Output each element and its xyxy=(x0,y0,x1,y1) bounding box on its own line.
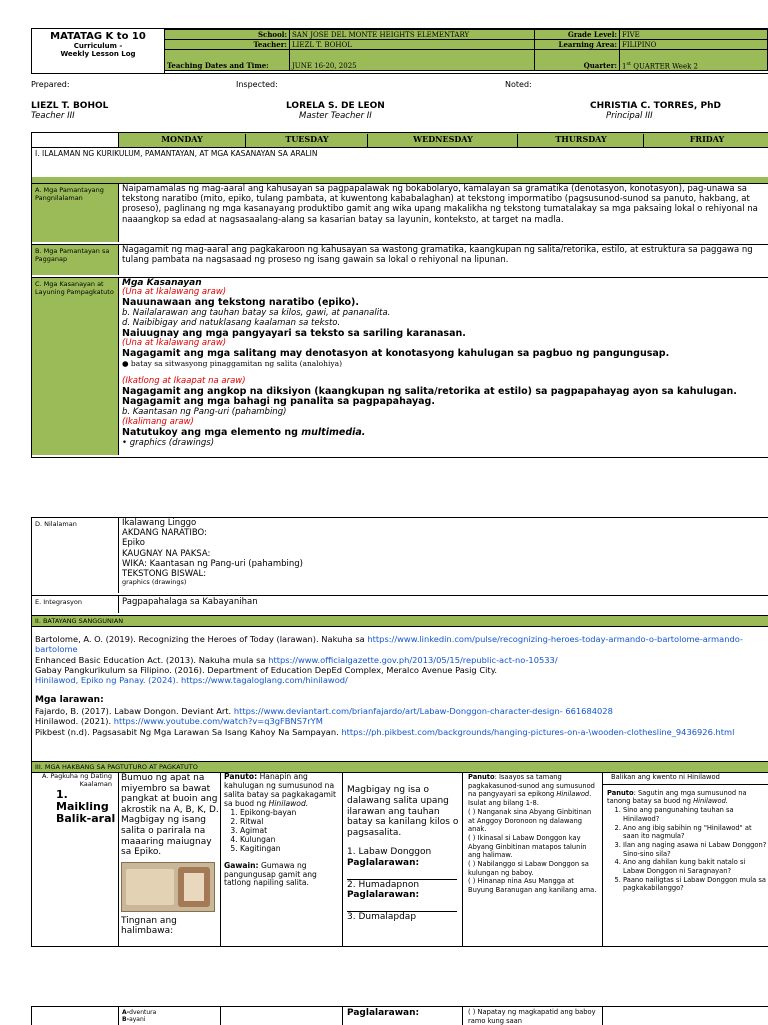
quarter-value xyxy=(620,50,768,71)
day-wednesday: WEDNESDAY xyxy=(367,134,518,147)
day-note-1: (Una at Ikalawang araw) xyxy=(122,287,227,298)
larawan-title: Mga larawan: xyxy=(35,694,104,705)
friday-instruction xyxy=(607,789,767,806)
ref-3-text: Gabay Pangkurikulum sa Filipino. (2016). Department of Education DepEd Complex, Meralco Avenue Pasig City. xyxy=(35,665,498,676)
grade-label: Grade Level: xyxy=(535,30,620,40)
activity-label-2: Kaalaman xyxy=(79,779,112,788)
competency-6-text: Natutukoy ang mga elemento ng xyxy=(122,426,302,438)
img-ref-2-text: Hinilawod. (2021). xyxy=(35,716,114,727)
row-b-label: B. Mga Pamantayan sa Pagganap xyxy=(32,245,119,275)
references xyxy=(32,627,768,762)
main-table-3 xyxy=(31,1006,768,1025)
thursday-instruction xyxy=(468,773,600,808)
monday-activity xyxy=(121,773,219,937)
img-ref-2-link[interactable]: https://www.youtube.com/watch?v=q3gFBNS7rYM xyxy=(113,716,323,727)
img-ref-1-link[interactable]: https://www.deviantart.com/brianfajardo/art/Labaw-Donggon-character-design- 661684028 xyxy=(233,706,613,717)
tuesday-item: 5. Kagitingan xyxy=(240,845,340,854)
thursday-panuto: Panuto xyxy=(468,773,495,781)
prepared-label: Prepared: xyxy=(31,80,70,89)
main-table-2 xyxy=(31,517,768,947)
wednesday-item-2: 2. Humadapnon xyxy=(347,879,420,890)
acrostic-a-word: dventura xyxy=(129,1009,157,1016)
monday-text: Bumuo ng apat na miyembro sa bawat pangkat at buoin ang akrostik na A, B, K, D. Magbigay ng isang salita o parirala na maaaring maiugnay sa Epiko. xyxy=(121,773,219,858)
tuesday-gawain-label: Gawain: xyxy=(224,860,259,870)
dates-value: JUNE 16-20, 2025 xyxy=(290,50,535,71)
competency-1b: b. Nailalarawan ang tauhan batay sa kilos, gawi, at pananalita. xyxy=(122,308,391,319)
row-e xyxy=(32,596,768,616)
ref-2-link[interactable]: https://www.officialgazette.gov.ph/2013/05/15/republic-act-no-10533/ xyxy=(268,654,558,665)
nilalaman-line-4: KAUGNAY NA PAKSA: xyxy=(122,548,211,559)
acrostic-text xyxy=(122,1009,156,1023)
thursday-item: ( ) Ikinasal si Labaw Donggon kay Abyang Ginbitinan matapos talunin ang halimaw. xyxy=(468,833,587,860)
ref-2-text: Enhanced Basic Education Act. (2013). Nakuha mula sa xyxy=(35,654,269,665)
tuesday-item: 2. Ritwal xyxy=(240,818,340,827)
day-monday: MONDAY xyxy=(161,134,203,144)
row-c-label: C. Mga Kasanayan at Layuning Pampagkatuto xyxy=(32,278,119,455)
nilalaman-line-7: graphics (drawings) xyxy=(122,578,187,587)
row-c-content xyxy=(122,278,762,449)
day-note-3: (Ikatlong at Ikaapat na araw) xyxy=(122,375,246,386)
nilalaman-line-5: WIKA: Kaantasan ng Pang-uri (pahambing) xyxy=(122,558,303,569)
teacher-label: Teacher: xyxy=(165,40,290,50)
header-table xyxy=(164,29,768,71)
school-label: School: xyxy=(165,30,290,40)
tuesday-activity xyxy=(224,773,340,888)
dates-label: Teaching Dates and Time: xyxy=(165,50,290,71)
row-d-content xyxy=(122,518,762,587)
img-ref-1-text: Fajardo, B. (2017). Labaw Dongon. Deviant Art. xyxy=(35,706,234,717)
day-tuesday: TUESDAY xyxy=(245,134,368,147)
nilalaman-line-6: TEKSTONG BISWAL: xyxy=(122,568,207,579)
acrostic-a: A- xyxy=(122,1009,130,1016)
logo-title-cell xyxy=(32,29,165,73)
section-3-heading: III. MGA HAKBANG SA PAGTUTURO AT PAGKATUTO xyxy=(35,763,198,771)
nilalaman-line-2: AKDANG NARATIBO: xyxy=(122,528,207,539)
quarter-num: 1 xyxy=(622,62,627,70)
competency-3: Nagagamit ang mga salitang may denotasyon at konotasyong kahulugan sa pagbuo ng pangungusap. xyxy=(122,348,670,360)
section-1-heading: I. ILALAMAN NG KURIKULUM, PAMANTAYAN, AT MGA KASANAYAN SA ARALIN xyxy=(35,149,318,158)
row-d xyxy=(32,518,768,596)
competency-1d: d. Naibibigay and natuklasang kaalaman sa teksto. xyxy=(122,317,341,328)
row-a xyxy=(32,184,768,245)
section-2-title xyxy=(32,616,768,627)
friday-item: 5. Paano nailigtas si Labaw Donggon mula sa pagkakabilanggo? xyxy=(623,876,767,893)
thursday-text: : Isaayos sa tamang pagkakasunod-sunod ang sumusunod na pangyayari sa epikong xyxy=(468,773,595,799)
wednesday-paglalarawan-2: Paglalarawan: xyxy=(347,890,420,901)
day-thursday: THURSDAY xyxy=(517,134,644,147)
img-ref-3-text: Pikbest (n.d). Pagsasabit Ng Mga Larawan Sa Isang Kahoy Na Sampayan. xyxy=(35,726,342,737)
row-b-text: Nagagamit ng mag-aaral ang pagkakaroon ng kahusayan sa wastong gramatika, kaangkupan ng salita/retorika, estilo, at estruktura sa paggawa ng tulang pambata na nagsasaad ng proseso ng isang gawain sa lokal o rehiyonal na lipunan. xyxy=(122,245,753,266)
ref-4 xyxy=(35,675,765,685)
competency-1: Nauunawaan ang tekstong naratibo (epiko). xyxy=(122,297,359,309)
kasanayan-title: Mga Kasanayan xyxy=(122,278,202,288)
activity-label-1: A. Pagkuha ng Dating xyxy=(42,772,112,780)
inspected-label: Inspected: xyxy=(236,80,278,89)
thursday-text-2: . Isulat ang bilang 1-8. xyxy=(468,790,592,808)
tuesday-panuto: Panuto: xyxy=(224,772,258,781)
day-friday: FRIDAY xyxy=(643,134,768,147)
row-a-label: A. Mga Pamantayang Pangnilalaman xyxy=(32,184,119,242)
row-c xyxy=(32,278,768,457)
preparer-title: Teacher III xyxy=(31,111,75,121)
acrostic-b: B- xyxy=(122,1016,130,1024)
quarter-label: Quarter: xyxy=(535,50,620,71)
tuesday-instruction xyxy=(224,773,340,809)
noter-title: Principal III xyxy=(606,111,653,121)
row-e-label: E. Integrasyon xyxy=(32,596,119,613)
thursday-item: ( ) Nabilanggo si Labaw Donggon sa kulungan ng baboy. xyxy=(468,860,589,877)
ref-1-link[interactable]: https://www.linkedin.com/pulse/recognizing-heroes-today-armando-o-bartolome-armando-bartolome xyxy=(35,634,743,655)
page3-thursday-item: ( ) Napatay ng magkapatid ang baboy ramo kung saan xyxy=(468,1008,596,1025)
row-d-label: D. Nilalaman xyxy=(32,518,119,593)
wednesday-paglalarawan-1: Paglalarawan: xyxy=(347,857,420,868)
wednesday-item-1: 1. Labaw Donggon xyxy=(347,846,432,857)
tuesday-gawain-text: Gumawa ng pangungusap gamit ang tatlong napiling salita. xyxy=(224,860,317,888)
competency-6 xyxy=(122,428,762,439)
img-ref-2 xyxy=(35,716,765,726)
activity-balik-aral: 1. Maikling Balik-aral xyxy=(56,787,116,825)
row-a-text: Naipamamalas ng mag-aaral ang kahusayan sa pagpapalawak ng bokabolaryo, kamalayan sa gramatika (denotasyon, konotasyon), pag-unawa sa tekstong naratibo (mito, epiko, tulang pambata, at kuwentong kababalaghan) at tekstong impormatibo (pagsusunod-sunod sa panuto, hakbang, at proseso), paglinang ng mga kasanayang produktibo gamit ang wika upang makalikha ng tekstong tumatalakay sa mga paksaing lokal o rehiyonal na naaangkop sa edad at nagsasaalang-alang sa kasarian batay sa layunin, konteksto, at target na madla. xyxy=(122,184,758,225)
wednesday-blank-2[interactable] xyxy=(347,901,457,912)
section-3-title xyxy=(32,762,768,773)
ref-1-text: Bartolome, A. O. (2019). Recognizing the Heroes of Today (larawan). Nakuha sa xyxy=(35,634,368,644)
days-header xyxy=(118,133,768,148)
wednesday-blank-1[interactable] xyxy=(347,869,457,880)
competency-5: Nagagamit ang mga bahagi ng panalita sa pagpapahayag. xyxy=(122,396,435,408)
subtitle-1: Curriculum - xyxy=(73,42,123,50)
day-note-4: (Ikalimang araw) xyxy=(122,417,194,428)
quarter-sup: st xyxy=(626,60,632,67)
activities-row xyxy=(32,773,768,946)
thursday-italic: Hinilawod xyxy=(556,790,590,799)
ref-2 xyxy=(35,655,765,665)
tuesday-list xyxy=(224,809,340,854)
acrostic-b-word: ayani xyxy=(129,1016,146,1024)
acrostic-image xyxy=(121,862,215,912)
header-block xyxy=(31,28,768,74)
section-2-heading: II. BATAYANG SANGGUNIAN xyxy=(35,617,124,625)
friday-item: 4. Ano ang dahilan kung bakit natalo si Labaw Donggon ni Saragnayan? xyxy=(623,858,767,875)
tuesday-gawain xyxy=(224,862,340,889)
quarter-text: QUARTER Week 2 xyxy=(631,62,699,70)
section-1-spacer xyxy=(32,177,768,184)
tuesday-italic: Hinilawod. xyxy=(268,798,309,808)
friday-activity xyxy=(607,773,767,893)
competency-2: Naiuugnay ang mga pangyayari sa teksto sa sariling karanasan. xyxy=(122,327,466,339)
grade-value: FIVE xyxy=(620,30,768,40)
main-table-1 xyxy=(31,132,768,458)
monday-tail: Tingnan ang halimbawa: xyxy=(121,915,177,937)
competency-6-bullet: • graphics (drawings) xyxy=(122,437,215,448)
noted-label: Noted: xyxy=(505,80,532,89)
nilalaman-line-3: Epiko xyxy=(122,538,145,549)
friday-item: 1. Sino ang pangunahing tauhan sa Hinilawod? xyxy=(623,806,767,823)
img-ref-3-link[interactable]: https://ph.pikbest.com/backgrounds/hanging-pictures-on-a-\wooden-clothesline_9436926.html xyxy=(341,726,735,737)
preparer-name: LIEZL T. BOHOL xyxy=(31,101,109,111)
competency-6-italic: multimedia. xyxy=(301,426,366,438)
inspector-name: LORELA S. DE LEON xyxy=(286,101,385,111)
friday-item: 2. Ano ang ibig sabihin ng "Hinilawod" at saan ito nagmula? xyxy=(623,824,767,841)
wednesday-text: Magbigay ng isa o dalawang salita upang ilarawan ang tauhan batay sa kanilang kilos o pagsasalita. xyxy=(347,785,459,839)
page-title: MATATAG K to 10 xyxy=(50,31,146,42)
img-ref-1 xyxy=(35,706,765,716)
thursday-item: ( ) Hinanap nina Asu Mangga at Buyung Baranugan ang kanilang ama. xyxy=(468,877,597,895)
activity-label xyxy=(32,773,118,825)
thursday-activity xyxy=(468,773,600,895)
area-label: Learning Area: xyxy=(535,40,620,50)
row-e-text: Pagpapahalaga sa Kabayanihan xyxy=(122,597,258,607)
friday-list xyxy=(607,806,767,893)
tuesday-item: 4. Kulungan xyxy=(240,836,340,845)
ref-3 xyxy=(35,665,765,675)
ref-1 xyxy=(35,634,765,655)
noter-name: CHRISTIA C. TORRES, PhD xyxy=(590,101,721,111)
day-note-2: (Una at Ikalawang araw) xyxy=(122,338,227,349)
school-value: SAN JOSE DEL MONTE HEIGHTS ELEMENTARY xyxy=(290,30,535,40)
tuesday-item: 3. Agimat xyxy=(240,827,340,836)
section-1-title xyxy=(32,148,768,178)
wednesday-item-3: 3. Dumalapdap xyxy=(347,912,417,923)
page3-paglalarawan: Paglalarawan: xyxy=(347,1008,420,1018)
tuesday-item: 1. Epikong-bayan xyxy=(240,809,340,818)
inspector-title: Master Teacher II xyxy=(299,111,372,121)
friday-panuto: Panuto xyxy=(607,788,634,797)
friday-text: : Sagutin ang mga sumusunod na tanong batay sa buod ng xyxy=(607,788,747,806)
nilalaman-line-1: Ikalawang Linggo xyxy=(122,518,197,528)
wednesday-activity xyxy=(347,773,459,923)
thursday-item: ( ) Nanganak sina Abyang Ginbitinan at Anggoy Doronoon ng dalawang anak. xyxy=(468,807,592,834)
subtitle-2: Weekly Lesson Log xyxy=(60,50,136,58)
tuesday-text: Hanapin ang kahulugan ng sumusunod na salita batay sa pagkakagamit sa buod ng xyxy=(224,772,336,808)
days-header-blank xyxy=(32,133,118,148)
img-ref-3 xyxy=(35,727,765,737)
ref-4-text[interactable]: Hinilawod, Epiko ng Panay. (2024). https://www.tagaloglang.com/hinilawod/ xyxy=(35,675,348,686)
area-value: FILIPINO xyxy=(620,40,768,50)
competency-5b: b. Kaantasan ng Pang-uri (pahambing) xyxy=(122,407,287,418)
friday-top: Balikan ang kwento ni Hinilawod xyxy=(611,773,720,781)
row-b xyxy=(32,245,768,278)
teacher-value: LIEZL T. BOHOL xyxy=(290,40,535,50)
friday-item: 3. Ilan ang naging asawa ni Labaw Donggon? Sino-sino sila? xyxy=(623,841,767,858)
friday-italic: Hinilawod. xyxy=(693,797,728,806)
competency-4: Nagagamit ang angkop na diksiyon (kaangkupan ng salita/retorika at estilo) sa pagpapahayag ayon sa kahulugan. xyxy=(122,385,737,397)
competency-3-bullet: ● batay sa sitwasyong pinaggamitan ng salita (analohiya) xyxy=(122,359,343,369)
